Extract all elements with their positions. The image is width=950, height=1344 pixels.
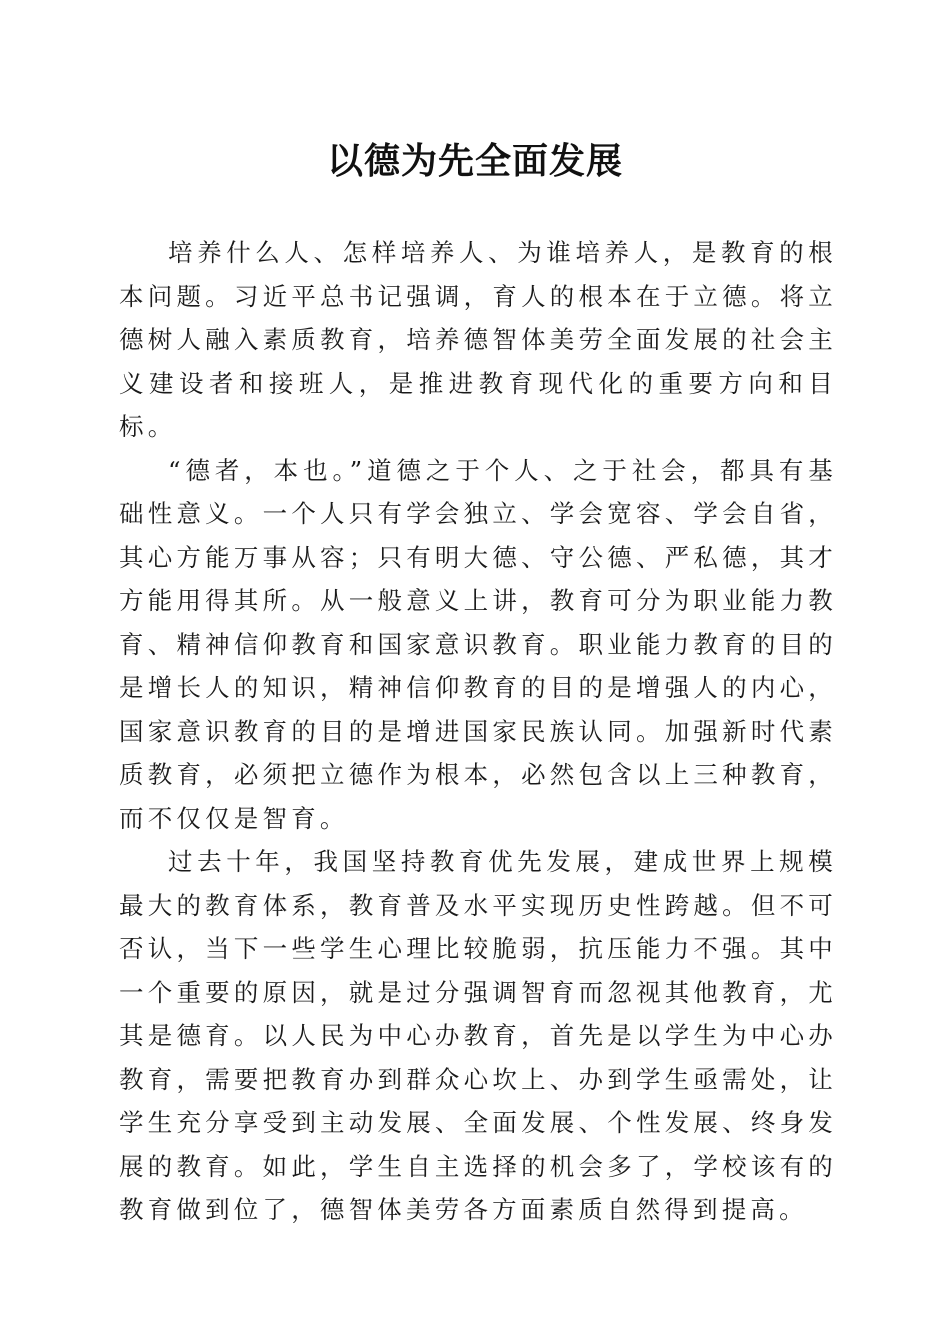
paragraph-2: “德者，本也。”道德之于个人、之于社会，都具有基础性意义。一个人只有学会独立、学会宽容、学会自省，其心方能万事从容；只有明大德、守公德、严私德，其才方能用得其所。从一般意义上讲，教育可分为职业能力教育、精神信仰教育和国家意识教育。职业能力教育的目的是增长人的知识，精神信仰教育的目的是增强人的内心，国家意识教育的目的是增进国家民族认同。加强新时代素质教育，必须把立德作为根本，必然包含以上三种教育，而不仅仅是智育。 xyxy=(119,455,837,833)
article-body xyxy=(119,231,837,1232)
paragraph-3: 过去十年，我国坚持教育优先发展，建成世界上规模最大的教育体系，教育普及水平实现历史性跨越。但不可否认，当下一些学生心理比较脆弱，抗压能力不强。其中一个重要的原因，就是过分强调智育而忽视其他教育，尤其是德育。以人民为中心办教育，首先是以学生为中心办教育，需要把教育办到群众心坎上、办到学生亟需处，让学生充分享受到主动发展、全面发展、个性发展、终身发展的教育。如此，学生自主选择的机会多了，学校该有的教育做到位了，德智体美劳各方面素质自然得到提高。 xyxy=(119,847,837,1224)
paragraph-1: 培养什么人、怎样培养人、为谁培养人，是教育的根本问题。习近平总书记强调，育人的根本在于立德。将立德树人融入素质教育，培养德智体美劳全面发展的社会主义建设者和接班人，是推进教育现代化的重要方向和目标。 xyxy=(119,238,837,441)
page-title: 以德为先全面发展 xyxy=(326,140,623,182)
